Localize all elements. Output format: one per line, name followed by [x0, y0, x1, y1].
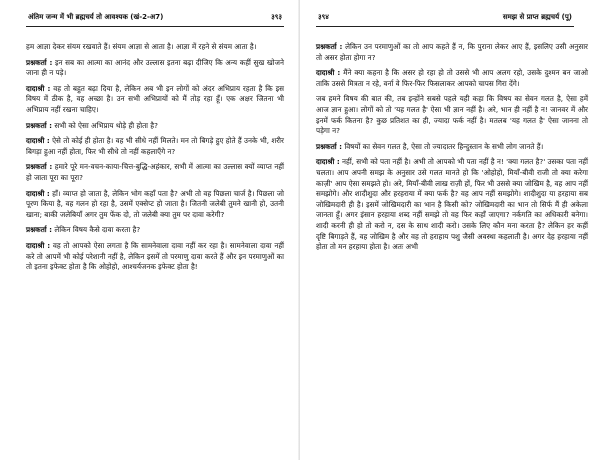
speaker-label: प्रश्नकर्ता : [26, 120, 53, 130]
paragraph-text: मैंने क्या कहना है कि असर हो रहा हो तो उससे भी आप अलग रहो, उसके दुश्मन बन जाओ ताकि उससे मित्रता न रहे, वर्ना वे फिर-फिर फिसलाकर आपको चापस गिरा देंगे। [316, 68, 589, 88]
paragraph-text: वह तो आपको ऐसा लगता है कि सामनेवाला दावा नहीं कर रहा है। सामनेवाला दावा नहीं करे तो आपमें भी कोई परेशानी नहीं है, लेकिन इसमें तो परमाणु दावा करते हैं और इन परमाणुओं का तो इतना इफेक्ट होता है कि ओहोहो, आश्चर्यजनक इफेक्ट होता है! [26, 240, 284, 272]
speaker-label: प्रश्नकर्ता : [26, 162, 53, 172]
paragraph-text: नहीं, सभी को पता नहीं है। अभी तो आपको भी पता नहीं है न! 'क्या गलत है?' उसका पता नहीं चलता। आप अपनी समझ के अनुसार उसे गलत मानते हो कि 'ओहोहो, मियाँ-बीवी राजी तो क्या करेगा काज़ी' आप ऐसा समझते हो। अरे, मियाँ-बीवी लाख राज़ी हों, फिर भी उससे क्या जोखिम है, वह आप नहीं समझोगे। और शादीशुदा और हरहराया में क्या फर्क है? वह आप नहीं समझोगे। शादीशुदा या हरहाया सब जोखिमदारी ही है। इसमें जोखिमदारी का भान है किसी को? जोखिमदारी का भान तो सिर्फ मैं ही अकेला जानता हूँ। अगर इंसान हरहाया शब्द नहीं समझे तो वह फिर कहाँ जाएगा? नर्कगति का अधिकारी बनेगा। शादी करनी ही हो तो करो न, दस के साथ शादी करो। उसके लिए कौन मना करता है? लेकिन हर कहीं दृष्टि बिगाड़ते हैं, वह जोखिम है और वह तो हराहाय पशु जैसी अवस्था कहलाती है। अगर देह हरहाया नहीं होता तो मन हरहाया होता है। अतः अभी [316, 157, 588, 252]
paragraph [26, 84, 284, 116]
paragraph-text: लेकिन विषय कैसे दावा करता है? [54, 225, 141, 235]
speaker-label: दादाश्री : [316, 157, 340, 167]
paragraph-text: ऐसे तो कोई ही होता है। वह भी सीधे नहीं मिलते। मन तो बिगड़े हुए होते हैं उनके भी, शरीर बिगड़ा हुआ नहीं होता, फिर भी सीधे तो नहीं कहलाएँगे न? [26, 136, 284, 156]
paragraph-text: हाँ। व्याप्त हो जाता है, लेकिन भोग कहाँ पता है? अभी तो वह पिछला चार्ज है। पिछला जो पूरण किया है, वह गलन हो रहा है, उसमें एक्सेप्ट हो जाता है। जितनी जलेबी तुमने खानी हो, उतनी खाना; बाकी जलेबियाँ अगर तुम फेंक दो, तो जलेबी क्या तुम पर दावा करेगी? [26, 188, 284, 219]
right-header-rule [316, 26, 574, 27]
paragraph [26, 225, 284, 236]
paragraph [26, 42, 284, 53]
paragraph-text: वह तो बहुत बढ़ा दिया है, लेकिन अब भी इन लोगों को अंदर अभिप्राय रहता है कि इस विषय में ठीक है, वह अच्छा है। उन सभी अभिप्रायों को मैं तोड़ रहा हूँ। एक अक्षर जितना भी अभिप्राय नहीं रखना चाहिए। [26, 83, 284, 114]
paragraph-text: इन सब का आत्मा का आनंद और उल्लास इतना बढ़ा दीजिए कि अन्य कहीं सुख खोजने जाना ही न पड़े। [26, 57, 284, 78]
paragraph-text: सभी को ऐसा अभिप्राय थोड़े ही होता है? [54, 120, 158, 130]
paragraph [316, 157, 588, 252]
speaker-label: दादाश्री : [26, 188, 50, 198]
right-page-number: ३९४ [318, 12, 329, 21]
right-page-body [316, 42, 588, 258]
paragraph [26, 162, 284, 183]
speaker-label: प्रश्नकर्ता : [316, 42, 343, 51]
paragraph [26, 121, 284, 132]
paragraph-text: हम आज्ञा देकर संयम रखवाते हैं। संयम आज्ञा से आता है। आज्ञा में रहने से संयम आता है। [26, 42, 257, 51]
paragraph-text: हमारे पूरे मन-वचन-काया-चित्त-बुद्धि-अहंकार, सभी में आत्मा का उल्लास क्यों व्याप्त नहीं हो जाता पूरा का पूरा? [26, 162, 284, 182]
left-page-body [26, 42, 284, 278]
speaker-label: दादाश्री : [26, 83, 51, 93]
paragraph-text: जब हमने विषय की बात की, तब इन्होंने सबसे पहले यही कहा कि विषय का सेवन गलत है, ऐसा हमें आज ज्ञान हुआ। लोगों को तो 'यह गलत है' ऐसा भी ज्ञान नहीं है। अरे, भान ही नहीं है न! जानवर में और इनमें फर्क कितना है? कुछ प्रतिशत का ही, ज्यादा फर्क नहीं है। मतलब 'यह गलत है' ऐसा जानना तो पड़ेगा न? [316, 94, 588, 136]
speaker-label: दादाश्री : [26, 136, 50, 146]
right-header-title: समझ से प्राप्त ब्रह्मचर्य (पू) [502, 12, 572, 21]
speaker-label: दादाश्री : [26, 240, 51, 250]
right-page [300, 0, 600, 460]
paragraph [316, 94, 588, 136]
paragraph [26, 241, 284, 273]
paragraph [26, 136, 284, 157]
left-page-number: ३९३ [271, 12, 282, 21]
right-page-header [318, 10, 572, 24]
paragraph [316, 42, 588, 63]
left-header-title: अंतिम जन्म में भी ब्रह्मचर्य तो आवश्यक (खं-2-अ7) [28, 12, 164, 21]
speaker-label: प्रश्नकर्ता : [26, 57, 53, 67]
paragraph [26, 58, 284, 79]
paragraph [316, 142, 588, 153]
speaker-label: प्रश्नकर्ता : [26, 225, 53, 235]
paragraph [316, 68, 588, 89]
paragraph-text: विषयों का सेवन गलत है, ऐसा तो ज्यादातर हिन्दुस्तान के सभी लोग जानते हैं। [344, 141, 544, 151]
left-header-rule [26, 26, 284, 27]
paragraph [26, 189, 284, 221]
speaker-label: प्रश्नकर्ता : [316, 141, 343, 151]
left-page-header [28, 10, 282, 24]
speaker-label: दादाश्री : [316, 68, 341, 78]
paragraph-text: लेकिन उन परमाणुओं का तो आप कहते हैं न, कि पुराना लेकर आए हैं, इसलिए उसी अनुसार तो असर होता होगा न? [316, 42, 588, 62]
